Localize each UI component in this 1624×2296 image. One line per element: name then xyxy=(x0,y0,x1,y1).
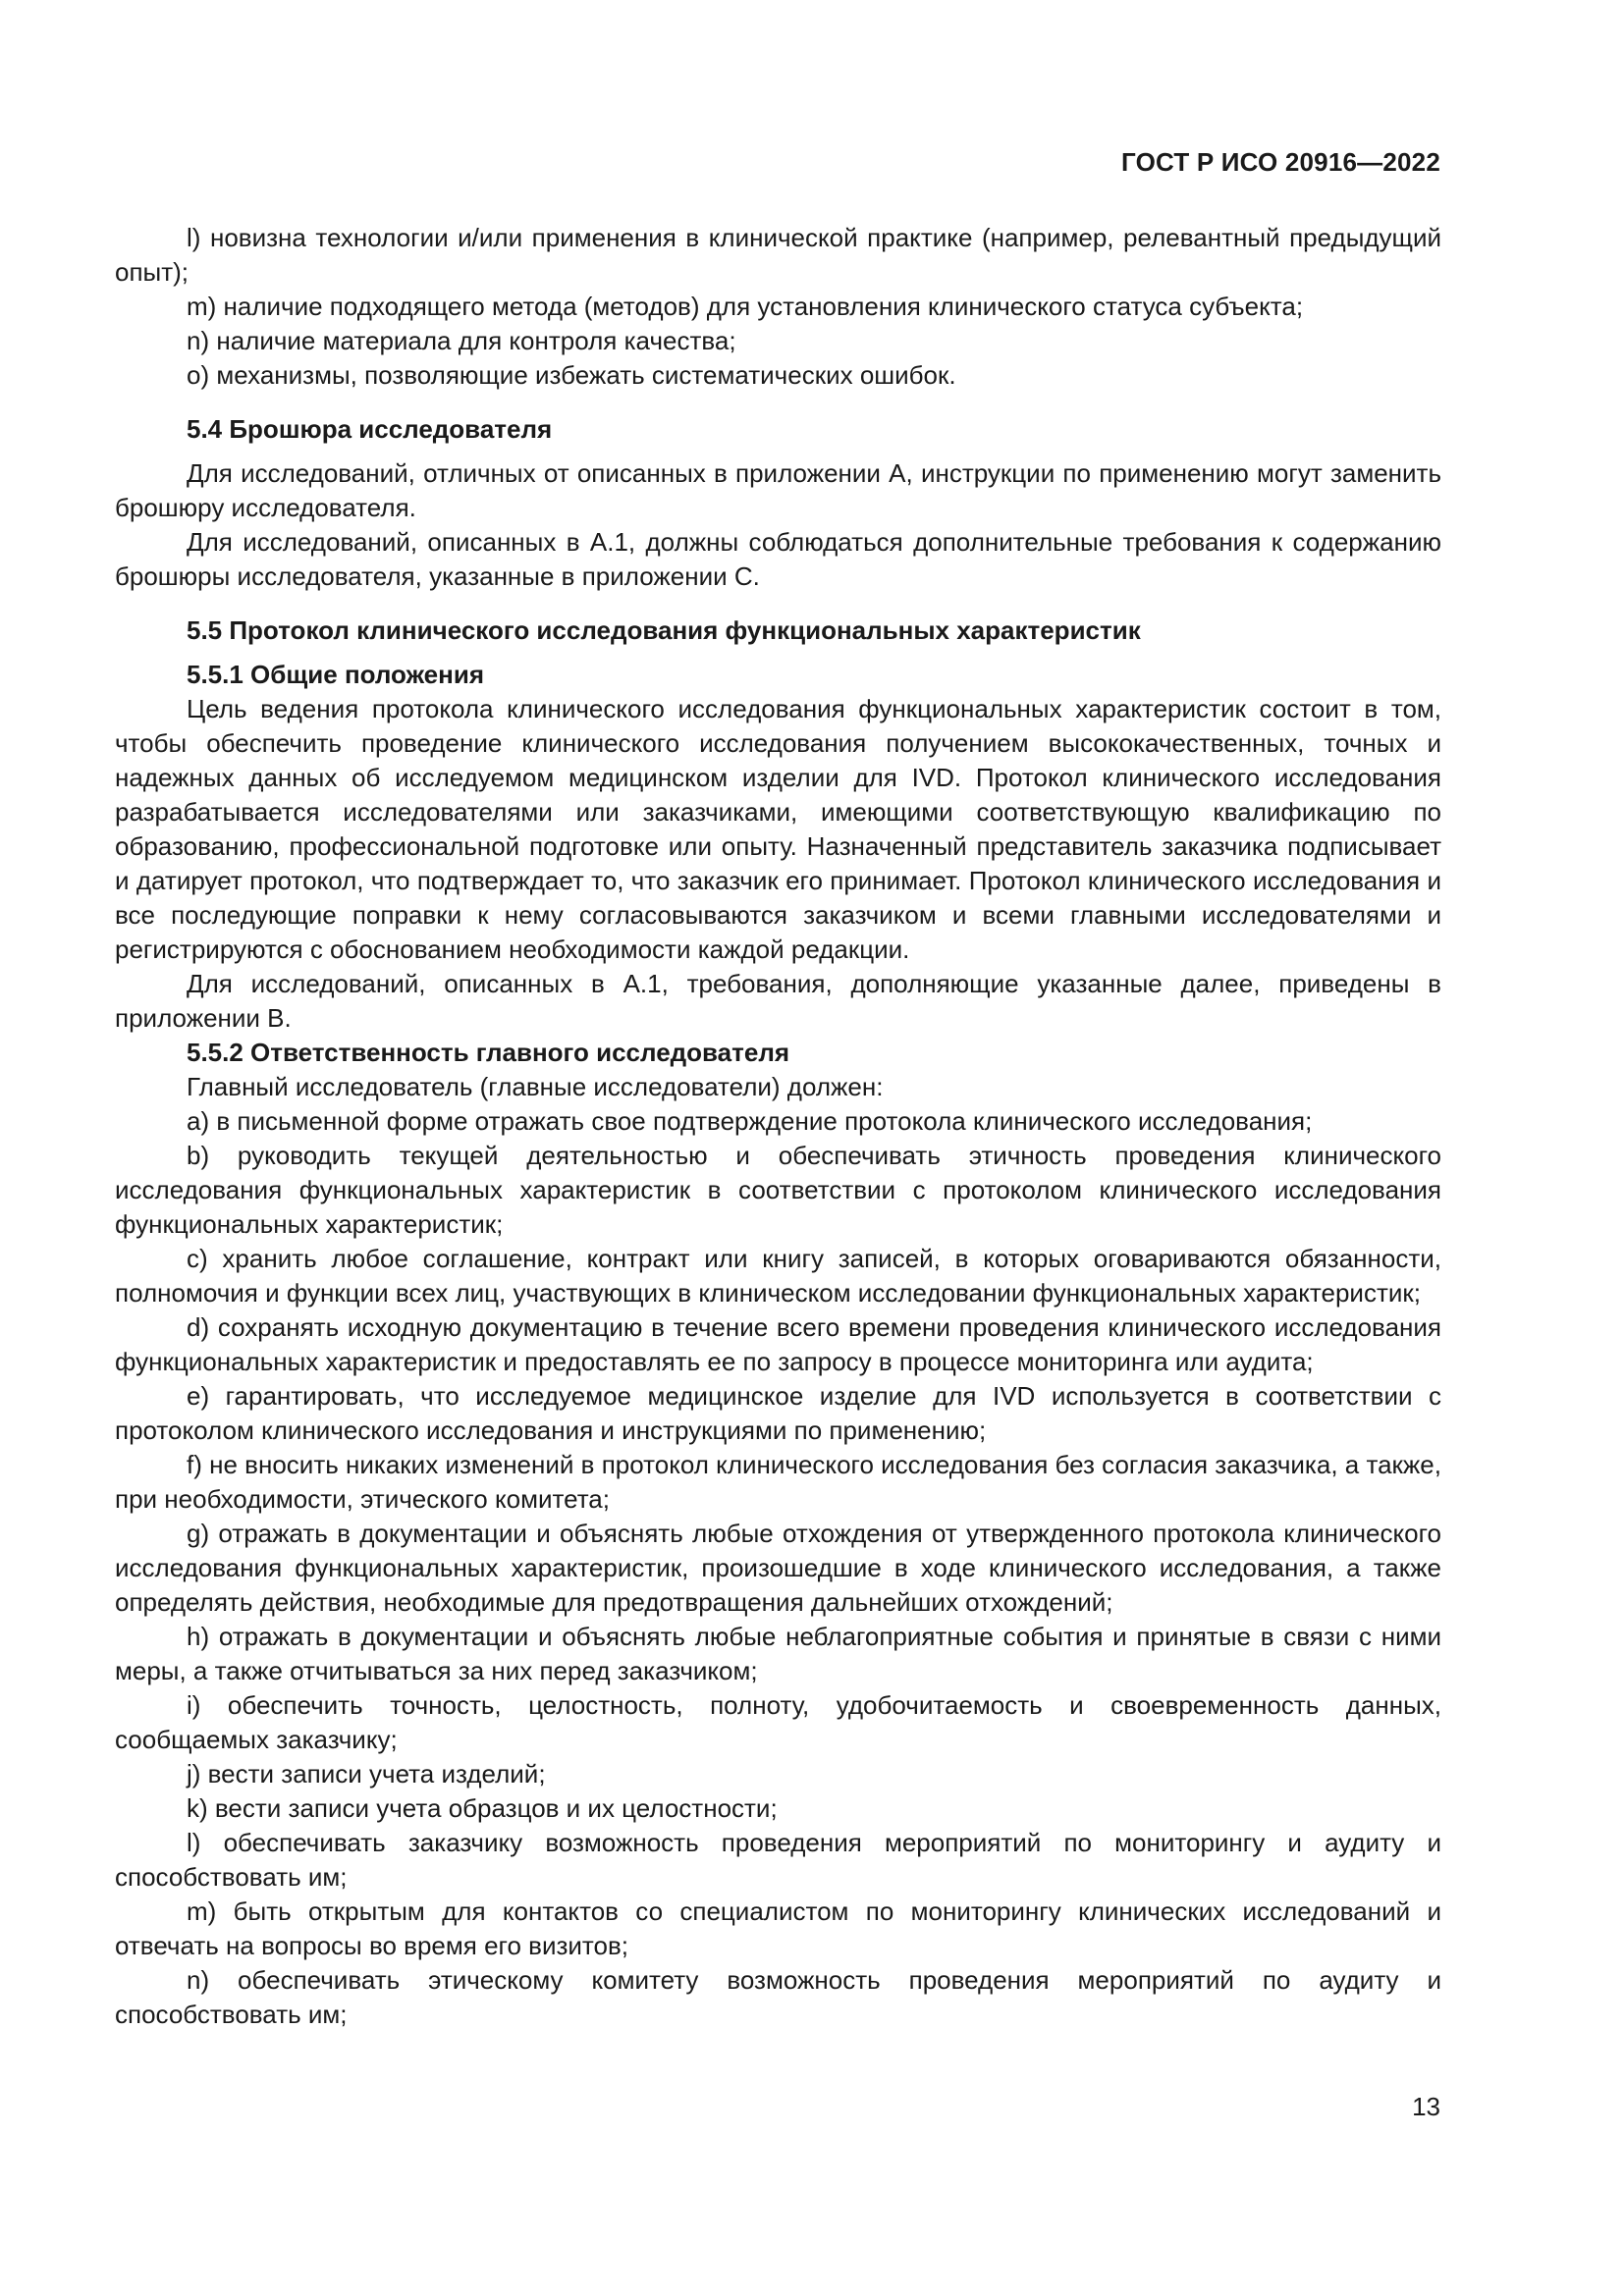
list-item-f: f) не вносить никаких изменений в протокол клинического исследования без согласия заказчика, а также, при необходимости, этического комитета; xyxy=(115,1450,1441,1514)
section-heading-5-5: 5.5 Протокол клинического исследования функциональных характеристик xyxy=(187,615,1141,645)
section-heading-5-5-1: 5.5.1 Общие положения xyxy=(187,660,484,689)
section-heading-5-5-2: 5.5.2 Ответственность главного исследователя xyxy=(187,1038,790,1067)
document-header-id: ГОСТ Р ИСО 20916—2022 xyxy=(1120,147,1440,177)
list-item-k: k) вести записи учета образцов и их целостности; xyxy=(187,1793,778,1823)
document-body xyxy=(115,221,1441,2032)
list-item-m-method: m) наличие подходящего метода (методов) для установления клинического статуса субъекта; xyxy=(187,292,1304,321)
list-item-l: l) обеспечивать заказчику возможность проведения мероприятий по мониторингу и аудиту и способствовать им; xyxy=(115,1828,1441,1892)
list-item-a: a) в письменной форме отражать свое подтверждение протокола клинического исследования; xyxy=(187,1106,1313,1136)
paragraph-5-5-1-b: Для исследований, описанных в А.1, требования, дополняющие указанные далее, приведены в приложении В. xyxy=(115,969,1441,1033)
list-item-i: i) обеспечить точность, целостность, полноту, удобочитаемость и своевременность данных, сообщаемых заказчику; xyxy=(115,1690,1441,1754)
list-item-h: h) отражать в документации и объяснять любые неблагоприятные события и принятые в связи с ними меры, а также отчитываться за них перед заказчиком; xyxy=(115,1622,1441,1685)
list-item-o-bias-mechanisms: o) механизмы, позволяющие избежать систематических ошибок. xyxy=(187,360,956,390)
paragraph-5-5-1-a: Цель ведения протокола клинического исследования функциональных характеристик состоит в том, чтобы обеспечить проведение клинического исследования получением высококачественных, точных и надежных данных об исследуемом медицинском изделии для IVD. Протокол клинического исследования разрабатывается исследователями или заказчиками, имеющими соответствующую квалификацию по образованию, профессиональной подготовке или опыту. Назначенный представитель заказчика подписывает и датирует протокол, что подтверждает то, что заказчик его принимает. Протокол клинического исследования и все последующие поправки к нему согласовываются заказчиком и всеми главными исследователями и регистрируются с обоснованием необходимости каждой редакции. xyxy=(115,694,1441,964)
paragraph-5-4-b: Для исследований, описанных в А.1, должны соблюдаться дополнительные требования к содержанию брошюры исследователя, указанные в приложении С. xyxy=(115,527,1441,591)
list-item-l-novelty: l) новизна технологии и/или применения в клинической практике (например, релевантный предыдущий опыт); xyxy=(115,223,1441,287)
paragraph-5-4-a: Для исследований, отличных от описанных в приложении А, инструкции по применению могут заменить брошюру исследователя. xyxy=(115,458,1441,522)
list-item-b: b) руководить текущей деятельностью и обеспечивать этичность проведения клинического исследования функциональных характеристик в соответствии с протоколом клинического исследования функциональных характеристик; xyxy=(115,1141,1441,1239)
page-number: 13 xyxy=(1412,2092,1440,2121)
list-item-d: d) сохранять исходную документацию в течение всего времени проведения клинического исследования функциональных характеристик и предоставлять ее по запросу в процессе мониторинга или аудита; xyxy=(115,1312,1441,1376)
list-item-m: m) быть открытым для контактов со специалистом по мониторингу клинических исследований и отвечать на вопросы во время его визитов; xyxy=(115,1896,1441,1960)
paragraph-5-5-2-intro: Главный исследователь (главные исследователи) должен: xyxy=(187,1072,884,1101)
list-item-j: j) вести записи учета изделий; xyxy=(187,1759,546,1789)
list-item-n: n) обеспечивать этическому комитету возможность проведения мероприятий по аудиту и способствовать им; xyxy=(115,1965,1441,2029)
list-item-e: e) гарантировать, что исследуемое медицинское изделие для IVD используется в соответствии с протоколом клинического исследования и инструкциями по применению; xyxy=(115,1381,1441,1445)
section-heading-5-4: 5.4 Брошюра исследователя xyxy=(187,414,553,444)
list-item-g: g) отражать в документации и объяснять любые отхождения от утвержденного протокола клинического исследования функциональных характеристик, произошедшие в ходе клинического исследования, а также определять действия, необходимые для предотвращения дальнейших отхождений; xyxy=(115,1519,1441,1617)
list-item-n-quality-material: n) наличие материала для контроля качества; xyxy=(187,326,736,355)
list-item-c: c) хранить любое соглашение, контракт или книгу записей, в которых оговариваются обязанности, полномочия и функции всех лиц, участвующих в клиническом исследовании функциональных характеристик; xyxy=(115,1244,1441,1308)
